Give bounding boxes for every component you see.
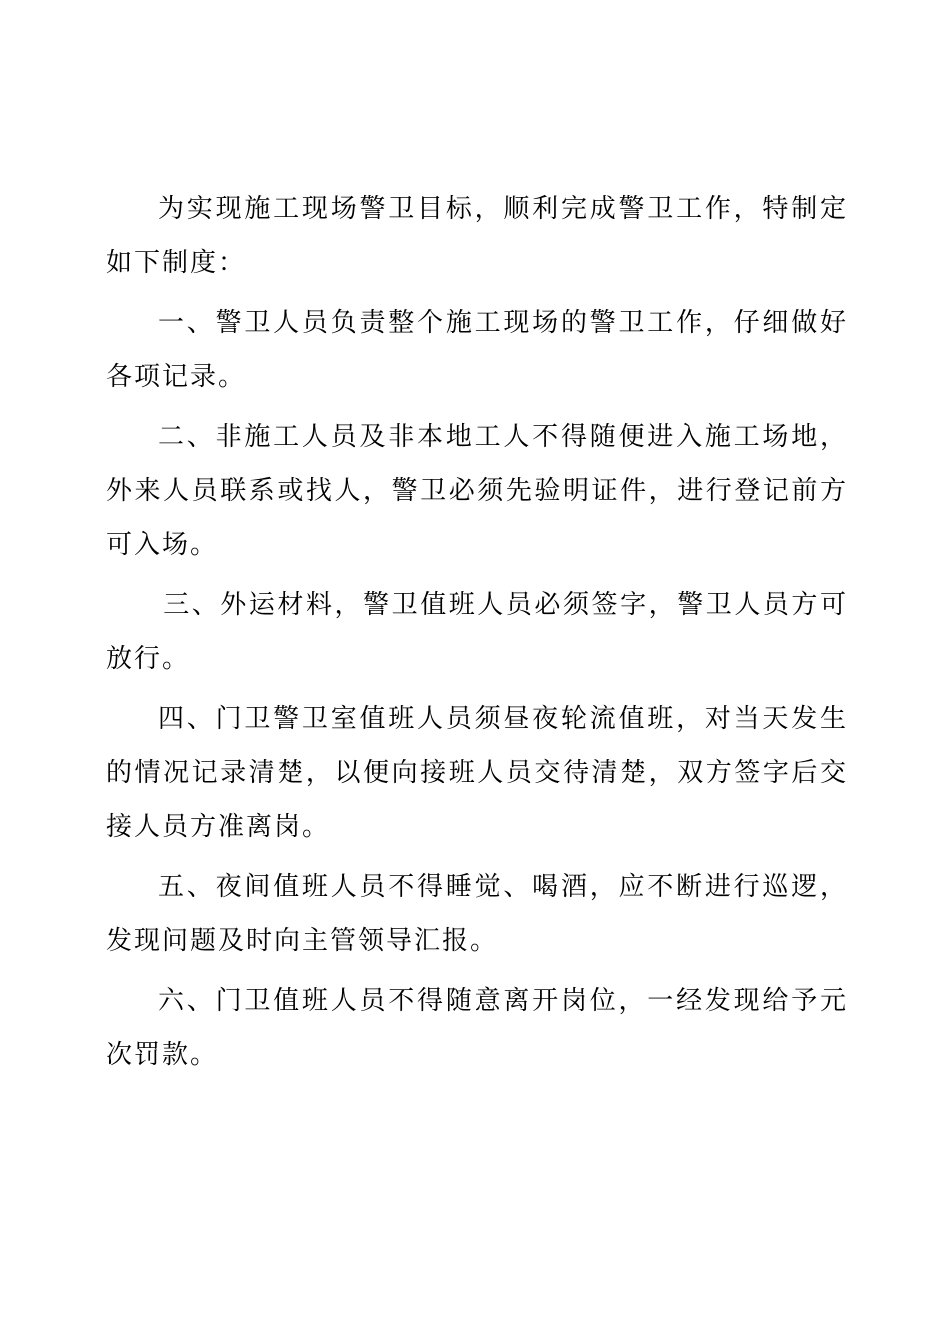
rule-paragraph-6: 六、门卫值班人员不得随意离开岗位，一经发现给予元次罚款。	[106, 986, 848, 1070]
rule-paragraph-2: 二、非施工人员及非本地工人不得随便进入施工场地，外来人员联系或找人，警卫必须先验明证件，进行登记前方可入场。	[106, 422, 848, 560]
rule-paragraph-5: 五、夜间值班人员不得睡觉、喝酒，应不断进行巡逻，发现问题及时向主管领导汇报。	[106, 872, 848, 956]
rule-paragraph-3: 三、外运材料，警卫值班人员必须签字，警卫人员方可放行。	[106, 590, 848, 674]
rule-paragraph-4: 四、门卫警卫室值班人员须昼夜轮流值班，对当天发生的情况记录清楚，以便向接班人员交待清楚，双方签字后交接人员方准离岗。	[106, 704, 848, 842]
rule-paragraph-1: 一、警卫人员负责整个施工现场的警卫工作，仔细做好各项记录。	[106, 308, 848, 392]
intro-paragraph: 为实现施工现场警卫目标，顺利完成警卫工作，特制定如下制度：	[106, 194, 848, 278]
document-page	[106, 182, 848, 1088]
